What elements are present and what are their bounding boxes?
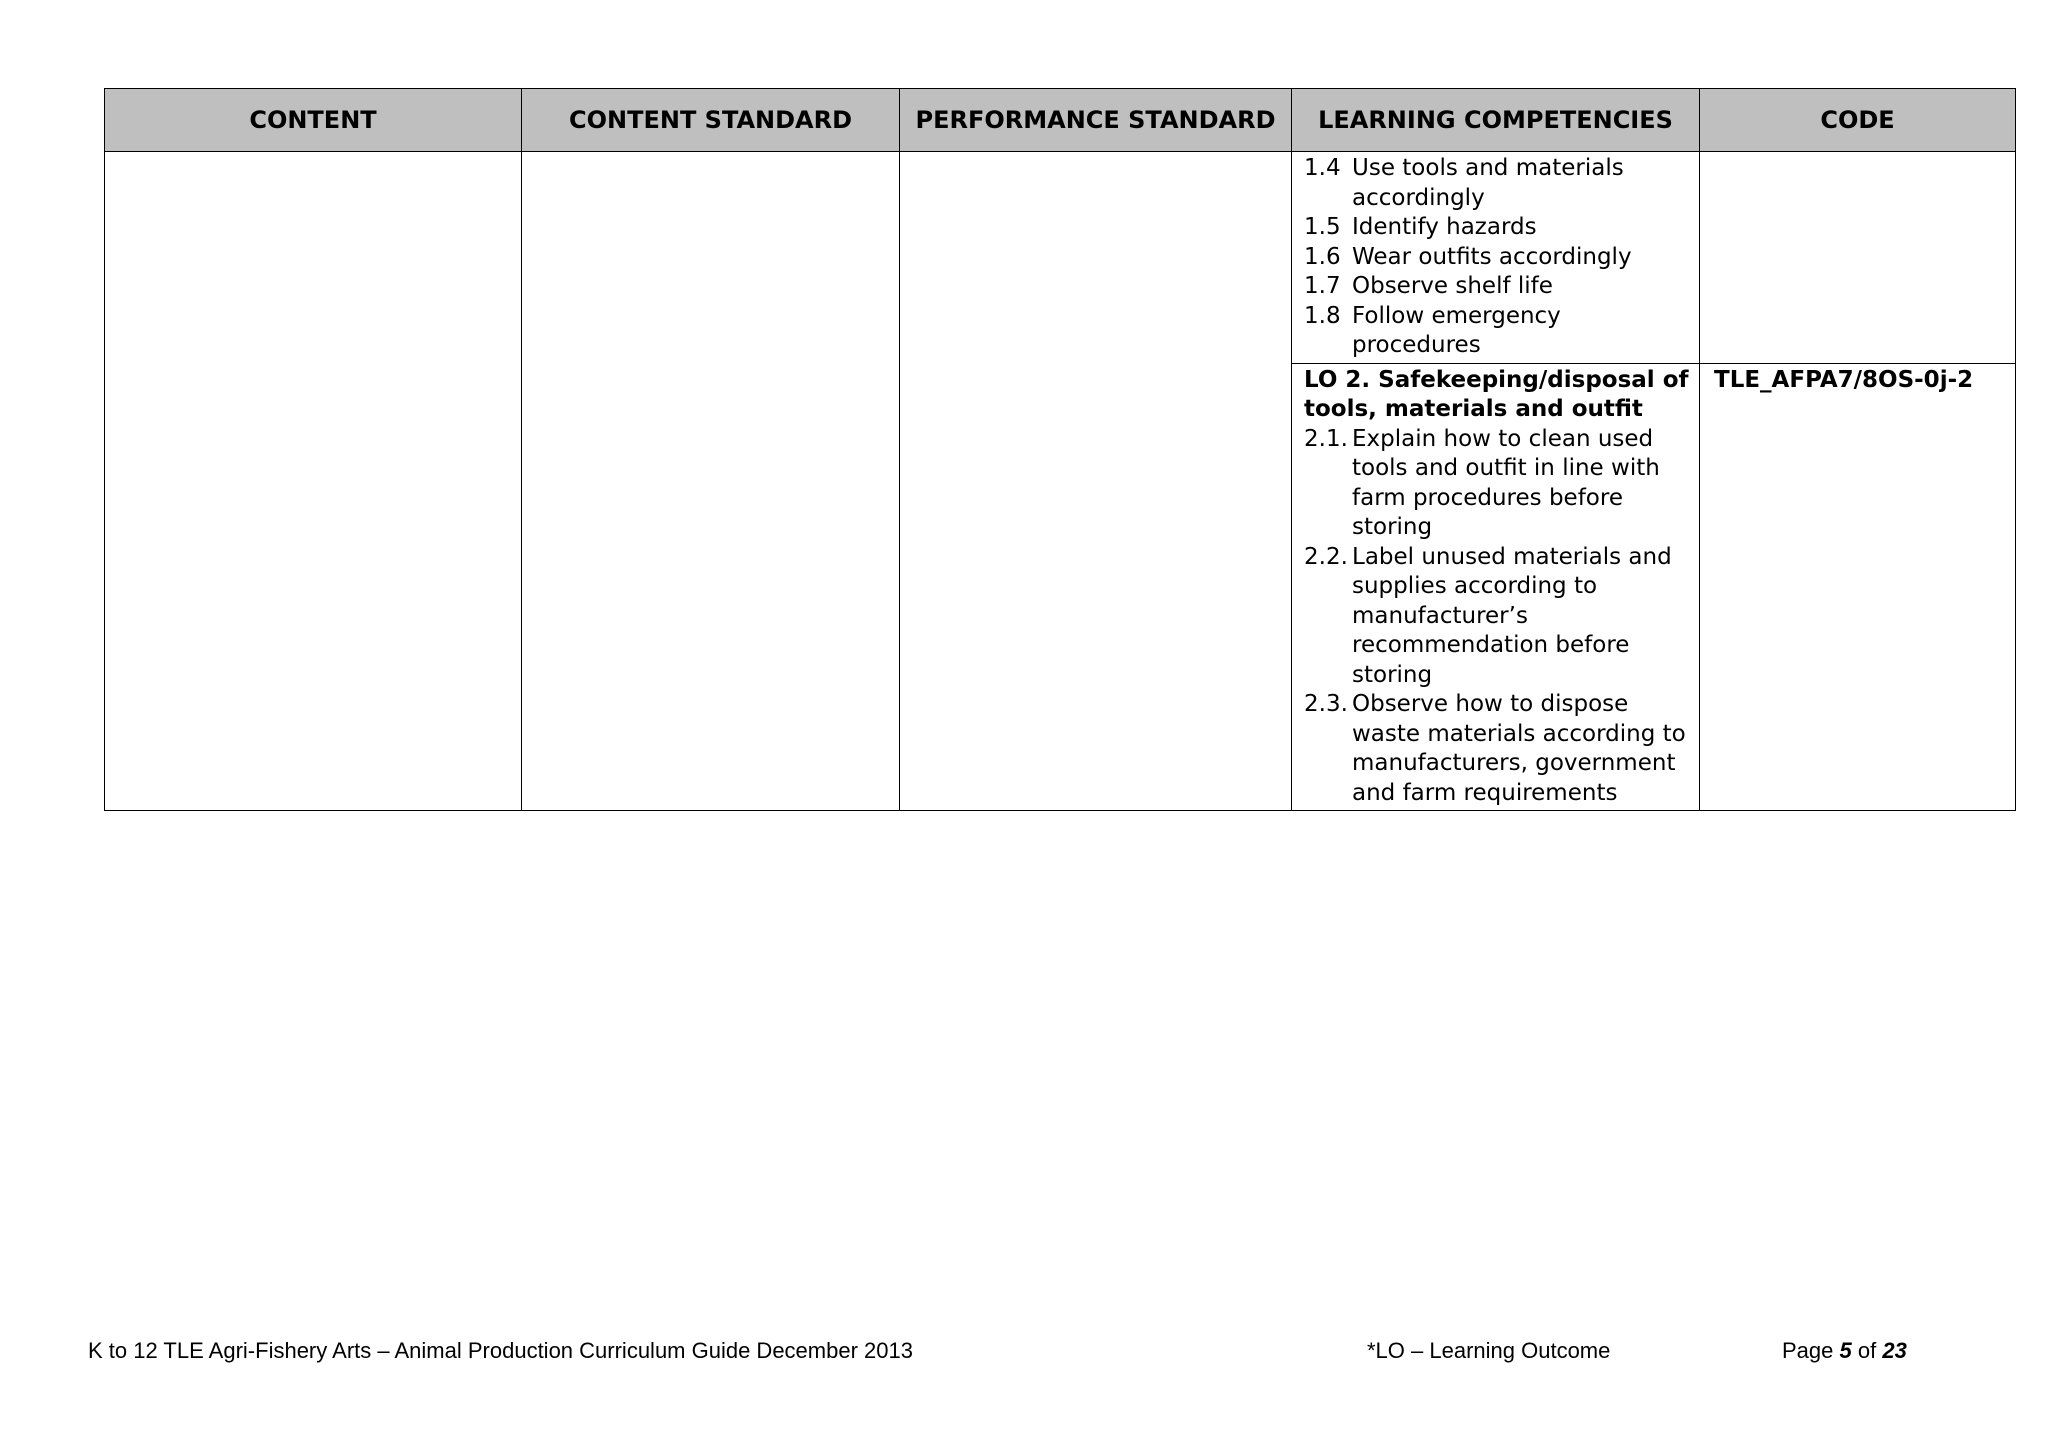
competency-number: 2.2. bbox=[1304, 543, 1348, 570]
competency-text: Observe shelf life bbox=[1352, 273, 1553, 299]
list-item bbox=[1304, 213, 1691, 243]
list-item bbox=[1304, 154, 1691, 213]
competency-list bbox=[1304, 154, 1691, 361]
competency-text: Identify hazards bbox=[1352, 214, 1537, 240]
header-row bbox=[105, 89, 2016, 152]
competency-text: Follow emergency procedures bbox=[1352, 302, 1561, 358]
competency-text: Wear outfits accordingly bbox=[1352, 243, 1632, 270]
list-item bbox=[1304, 690, 1691, 808]
content-standard-cell bbox=[522, 152, 900, 811]
list-item bbox=[1304, 543, 1691, 691]
footer-page-number bbox=[1782, 1338, 1907, 1364]
header-performance-standard: PERFORMANCE STANDARD bbox=[900, 89, 1292, 152]
competency-number: 1.7 bbox=[1304, 273, 1341, 299]
competency-number: 1.4 bbox=[1304, 155, 1341, 181]
footer-note: *LO – Learning Outcome bbox=[1367, 1338, 1611, 1363]
code-cell: TLE_AFPA7/8OS-0j-2 bbox=[1700, 363, 2016, 811]
table-row bbox=[105, 152, 2016, 364]
competency-number: 2.1. bbox=[1304, 425, 1348, 452]
header-content-standard: CONTENT STANDARD bbox=[522, 89, 900, 152]
page-total: 23 bbox=[1882, 1338, 1907, 1363]
learning-competencies-cell bbox=[1292, 363, 1700, 811]
competency-number: 2.3. bbox=[1304, 691, 1348, 717]
list-item bbox=[1304, 243, 1691, 273]
performance-standard-cell bbox=[900, 152, 1292, 811]
code-cell bbox=[1700, 152, 2016, 364]
content-cell bbox=[105, 152, 522, 811]
competency-list bbox=[1304, 425, 1691, 809]
competency-text: Label unused materials and supplies according to manufacturer’s recommendation before storing bbox=[1352, 543, 1672, 688]
competency-number: 1.5 bbox=[1304, 214, 1341, 240]
page-of: of bbox=[1857, 1338, 1877, 1363]
header-content: CONTENT bbox=[105, 89, 522, 152]
header-learning-competencies: LEARNING COMPETENCIES bbox=[1292, 89, 1700, 152]
header-code: CODE bbox=[1700, 89, 2016, 152]
learning-competencies-cell bbox=[1292, 152, 1700, 364]
curriculum-table bbox=[104, 88, 2016, 811]
list-item bbox=[1304, 272, 1691, 302]
learning-outcome-heading: LO 2. Safekeeping/disposal of tools, materials and outfit bbox=[1304, 366, 1689, 422]
footer-document-title: K to 12 TLE Agri-Fishery Arts – Animal Production Curriculum Guide December 2013 bbox=[88, 1338, 913, 1363]
list-item bbox=[1304, 302, 1691, 361]
page-label: Page bbox=[1782, 1338, 1834, 1363]
competency-number: 1.6 bbox=[1304, 243, 1341, 270]
competency-number: 1.8 bbox=[1304, 302, 1341, 329]
competency-text: Use tools and materials accordingly bbox=[1352, 155, 1624, 211]
page-current: 5 bbox=[1839, 1338, 1852, 1363]
competency-text: Explain how to clean used tools and outfit in line with farm procedures before storing bbox=[1352, 425, 1660, 540]
list-item bbox=[1304, 425, 1691, 543]
competency-text: Observe how to dispose waste materials according to manufacturers, government and farm requirements bbox=[1352, 691, 1686, 806]
